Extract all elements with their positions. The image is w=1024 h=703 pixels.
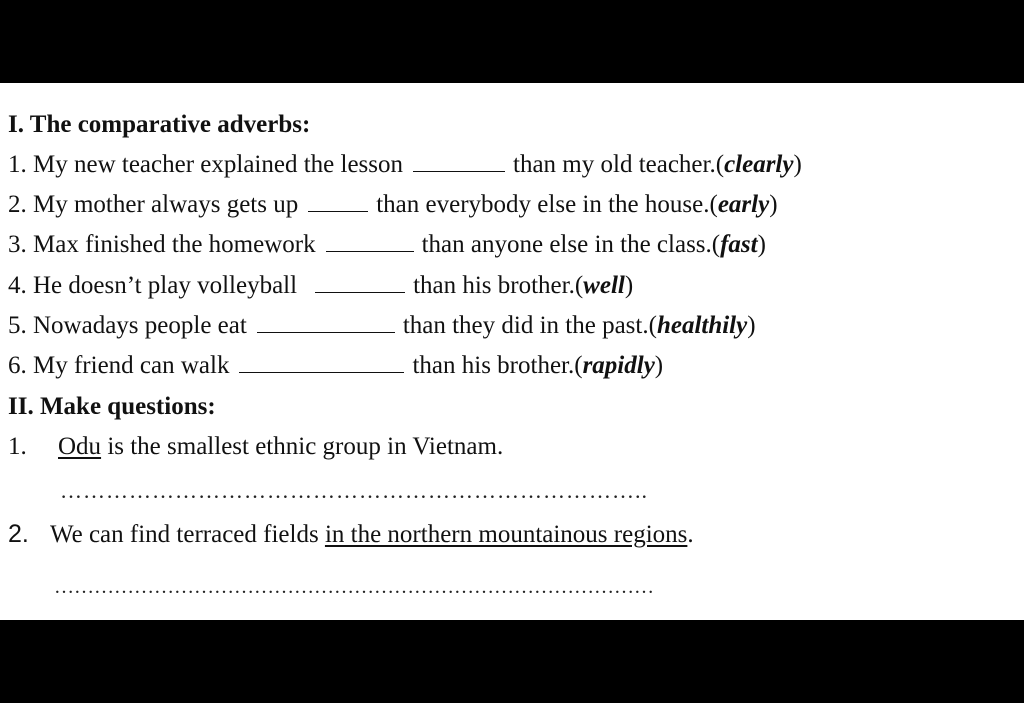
hint-word: well bbox=[583, 272, 625, 299]
exercise-item-4: 4. He doesn’t play volleyball than his brother.(well) bbox=[8, 272, 634, 299]
answer-blank[interactable] bbox=[413, 151, 505, 172]
exercise-item-2: 2. My mother always gets up than everybody else in the house.(early) bbox=[8, 191, 778, 218]
question-number: 2. bbox=[8, 520, 29, 548]
answer-line-2[interactable]: ……………………………………………………………………………… bbox=[54, 576, 654, 598]
exercise-item-6: 6. My friend can walk than his brother.(rapidly) bbox=[8, 352, 664, 379]
answer-blank[interactable] bbox=[315, 272, 405, 293]
worksheet bbox=[0, 83, 1024, 620]
question-2: 2. We can find terraced fields in the northern mountainous regions. bbox=[8, 520, 694, 548]
answer-blank[interactable] bbox=[257, 312, 395, 333]
underlined-phrase: Odu bbox=[58, 433, 102, 460]
answer-line-1[interactable]: ………………………………………………………………….. bbox=[60, 478, 648, 503]
exercise-item-5: 5. Nowadays people eat than they did in the past.(healthily) bbox=[8, 312, 756, 339]
exercise-item-1: 1. My new teacher explained the lesson than my old teacher.(clearly) bbox=[8, 151, 802, 178]
section2-title: II. Make questions: bbox=[8, 393, 216, 420]
hint-word: fast bbox=[720, 231, 758, 258]
question-1: 1. Odu is the smallest ethnic group in Vietnam. bbox=[8, 431, 503, 463]
answer-blank[interactable] bbox=[308, 191, 368, 212]
hint-word: early bbox=[717, 191, 770, 218]
question-number: 1. bbox=[8, 433, 27, 460]
section1-title: I. The comparative adverbs: bbox=[8, 111, 311, 138]
hint-word: clearly bbox=[724, 151, 794, 178]
underlined-phrase: in the northern mountainous regions bbox=[324, 521, 688, 548]
answer-blank[interactable] bbox=[326, 231, 414, 252]
hint-word: healthily bbox=[656, 312, 748, 339]
exercise-item-3: 3. Max finished the homework than anyone else in the class.(fast) bbox=[8, 231, 766, 258]
hint-word: rapidly bbox=[582, 352, 655, 379]
answer-blank[interactable] bbox=[239, 352, 404, 373]
